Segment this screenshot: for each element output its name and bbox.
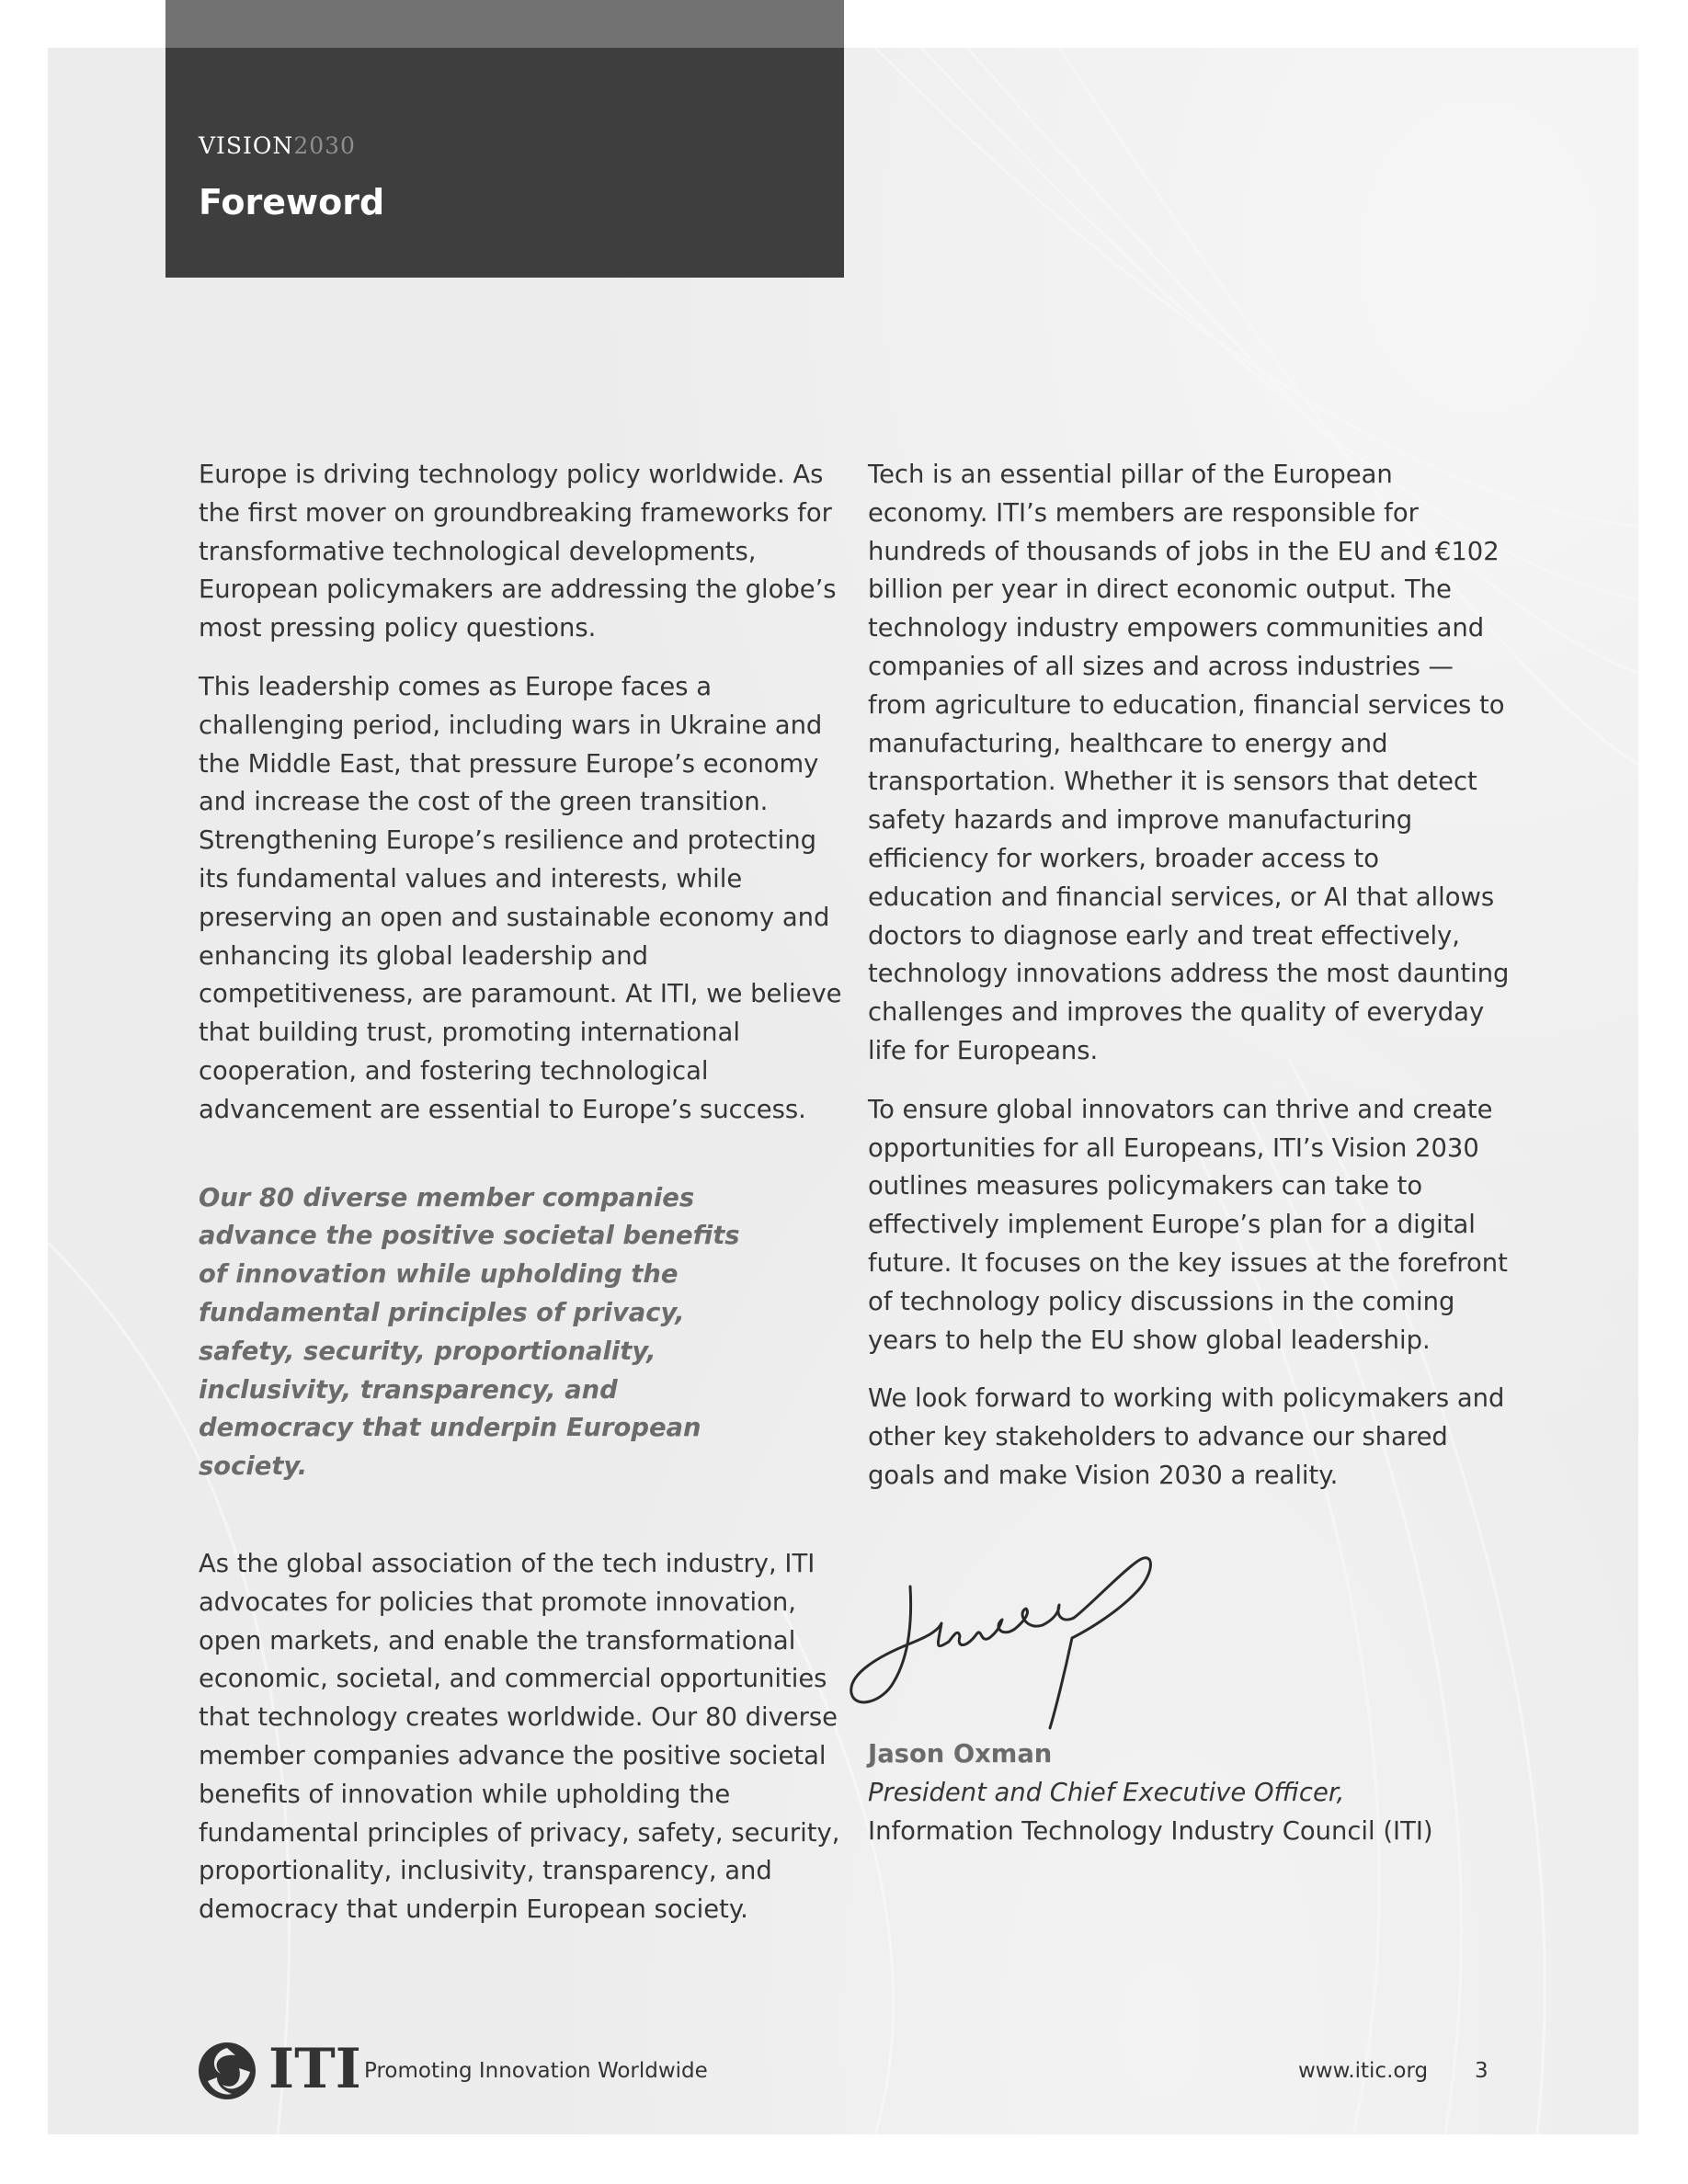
- signatory-title: President and Chief Executive Officer,: [868, 1779, 1345, 1807]
- signature: [846, 1535, 1158, 1737]
- header-banner: [165, 48, 844, 278]
- kicker-year: 2030: [293, 132, 356, 159]
- paragraph: As the global association of the tech industry, ITI advocates for policies that promote innovation, open markets, and enable the transformational economic, societal, and commercial opportunities that technology creates worldwide. Our 80 diverse member companies advance the positive societal benefits of innovation while upholding the fundamental principles of privacy, safety, security, proportionality, inclusivity, transparency, and democracy that underpin European society.: [199, 1549, 840, 1925]
- paragraph: To ensure global innovators can thrive and create opportunities for all Europeans, ITI’s Vision 2030 outlines measures policymakers can take to effectively implement Europe’s plan for a digital future. It focuses on the key issues at the forefront of technology policy discussions in the coming years to help the EU show global leadership.: [868, 1095, 1508, 1355]
- page-number: 3: [1475, 2059, 1488, 2083]
- vision-kicker: [199, 132, 356, 159]
- pull-quote: Our 80 diverse member companies advance the positive societal benefits of innovation while upholding the fundamental principles of privacy, safety, security, proportionality, inclusivity, transparency, and democracy that underpin European society.: [199, 1183, 740, 1482]
- signatory-name: Jason Oxman: [868, 1740, 1053, 1769]
- header-tab-strip: [165, 0, 844, 48]
- paragraph: We look forward to working with policymakers and other key stakeholders to advance our shared goals and make Vision 2030 a reality.: [868, 1384, 1505, 1490]
- right-column: [868, 456, 1511, 1496]
- signatory-organization: Information Technology Industry Council (ITI): [868, 1817, 1433, 1846]
- kicker-word: VISION: [199, 132, 294, 159]
- page-title: Foreword: [199, 182, 385, 222]
- footer-brand: ITI: [268, 2037, 361, 2101]
- iti-logo-icon: [197, 2041, 257, 2101]
- paragraph: Europe is driving technology policy worldwide. As the first mover on groundbreaking frameworks for transformative technological developments, European policymakers are addressing the globe’s most pressing policy questions.: [199, 461, 837, 643]
- paragraph: This leadership comes as Europe faces a challenging period, including wars in Ukraine and the Middle East, that pressure Europe’s economy and increase the cost of the green transition. Strengthening Europe’s resilience and protecting its fundamental values and interests, while preserving an open and sustainable economy and enhancing its global leadership and competitiveness, are paramount. At ITI, we believe that building trust, promoting international cooperation, and fostering technological advancement are essential to Europe’s success.: [199, 672, 842, 1124]
- paragraph: Tech is an essential pillar of the European economy. ITI’s members are responsible for hundreds of thousands of jobs in the EU and €102 billion per year in direct economic output. The technology industry empowers communities and companies of all sizes and across industries — from agriculture to education, financial services to manufacturing, healthcare to energy and transportation. Whether it is sensors that detect safety hazards and improve manufacturing efficiency for workers, broader access to education and financial services, or AI that allows doctors to diagnose early and treat effectively, technology innovations address the most daunting challenges and improves the quality of everyday life for Europeans.: [868, 461, 1510, 1065]
- footer-tagline: Promoting Innovation Worldwide: [364, 2059, 708, 2083]
- signatory-block: [868, 1735, 1433, 1851]
- left-column: [199, 456, 842, 1929]
- footer-url-link[interactable]: www.itic.org: [1298, 2059, 1429, 2083]
